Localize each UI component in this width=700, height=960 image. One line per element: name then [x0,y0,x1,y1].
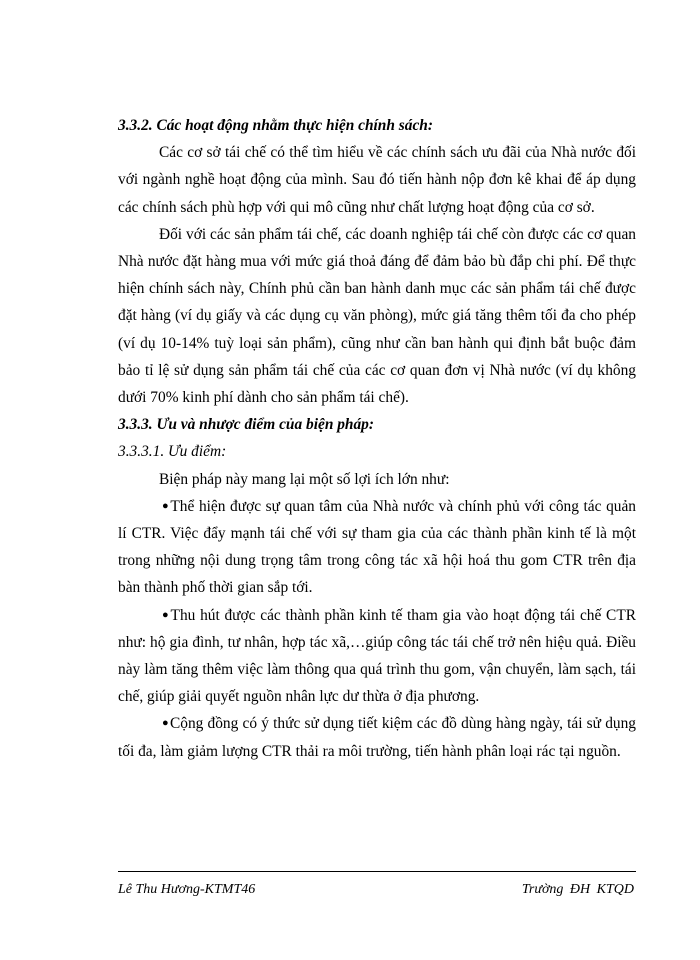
page-body [118,112,636,765]
bullet-text: Cộng đồng có ý thức sử dụng tiết kiệm các đồ dùng hàng ngày, tái sử dụng tối đa, làm giảm lượng CTR thải ra môi trường, tiến hành phân loại rác tại nguồn. [118,715,636,760]
paragraph-policy-application: Các cơ sở tái chế có thể tìm hiểu về các chính sách ưu đãi của Nhà nước đối với ngành nghề hoạt động của mình. Sau đó tiến hành nộp đơn kê khai để áp dụng các chính sách phù hợp với qui mô cũng như chất lượng hoạt động của cơ sở. [118,144,636,216]
paragraph-benefits-intro: Biện pháp này mang lại một số lợi ích lớn như: [159,470,450,488]
section-heading-3-3-2: 3.3.2. Các hoạt động nhằm thực hiện chính sách: [118,117,433,134]
bullet-item-community-awareness [118,710,636,764]
footer-author: Lê Thu Hương-KTMT46 [118,882,256,897]
bullet-dot-icon: ● [162,499,170,512]
bullet-text: Thể hiện được sự quan tâm của Nhà nước và chính phủ với công tác quản lí CTR. Việc đẩy mạnh tái chế với sự tham gia của các thành phần kinh tế là một trong những nội dung trọng tâm trong công tác xã hội hoá thu gom CTR trên địa bàn thành phố thời gian sắp tới. [118,497,636,597]
footer-divider [118,871,636,872]
section-heading-3-3-3: 3.3.3. Ưu và nhược điểm của biện pháp: [118,416,374,434]
bullet-dot-icon: ● [162,717,169,730]
bullet-item-economic-participation [118,602,636,711]
subsection-heading-advantages: 3.3.3.1. Ưu điểm: [118,443,227,461]
footer-school: Trường ĐH KTQD [521,882,634,897]
bullet-item-state-attention [118,493,636,602]
bullet-dot-icon: ● [162,608,170,621]
bullet-text: Thu hút được các thành phần kinh tế tham gia vào hoạt động tái chế CTR như: hộ gia đình, tư nhân, hợp tác xã,…giúp công tác tái chế trở nên hiệu quả. Điều này làm tăng thêm việc làm thông qua quá trình thu gom, vận chuyển, làm sạch, tái chế, giúp giải quyết nguồn nhân lực dư thừa ở địa phương. [118,606,636,706]
paragraph-state-procurement: Đối với các sản phẩm tái chế, các doanh nghiệp tái chế còn được các cơ quan Nhà nước đặt hàng mua với mức giá thoả đáng để đảm bảo bù đắp chi phí. Để thực hiện chính sách này, Chính phủ cần ban hành danh mục các sản phẩm tái chế được đặt hàng (ví dụ giấy và các dụng cụ văn phòng), mức giá tăng thêm tối đa cho phép (ví dụ 10-14% tuỳ loại sản phẩm), cũng như cần ban hành qui định bắt buộc đảm bảo tỉ lệ sử dụng sản phẩm tái chế của các cơ quan đơn vị Nhà nước (ví dụ không dưới 70% kinh phí dành cho sản phẩm tái chế). [118,225,636,407]
